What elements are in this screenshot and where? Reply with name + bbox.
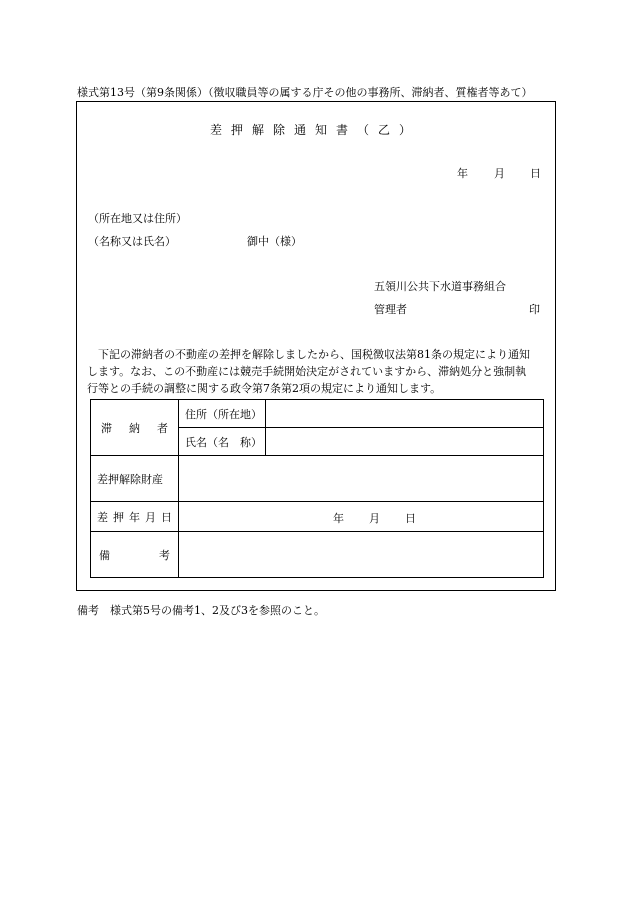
- remarks-label-char: 考: [159, 548, 170, 562]
- date-day: 日: [530, 167, 541, 180]
- issuer-seal: 印: [529, 303, 540, 316]
- date-year: 年: [457, 167, 468, 180]
- form-heading: 様式第13号（第9条関係）（徴収職員等の属する庁その他の事務所、滞納者、質権者等あて）: [77, 86, 533, 99]
- seizure-date-year: 年: [333, 512, 344, 525]
- seizure-date-label-char: 日: [161, 510, 172, 524]
- remarks-label-char: 備: [99, 548, 110, 562]
- notice-body: [87, 346, 545, 397]
- seizure-date-day: 日: [405, 512, 416, 525]
- notice-table: [90, 399, 544, 578]
- table-row: [91, 502, 544, 532]
- issuer-organization: 五領川公共下水道事務組合: [374, 280, 506, 293]
- document-title: 差押解除通知書（乙）: [209, 123, 420, 137]
- address-value-cell[interactable]: [266, 400, 544, 428]
- seizure-date-label-cell: [91, 502, 179, 532]
- table-row: [91, 532, 544, 578]
- delinquent-label-char: 者: [157, 421, 168, 435]
- delinquent-label-cell: [91, 400, 179, 456]
- delinquent-label-char: 滞: [101, 421, 112, 435]
- footnote: 備考 様式第5号の備考1、2及び3を参照のこと。: [77, 604, 325, 617]
- notice-body-line: 下記の滞納者の不動産の差押を解除しましたから、国税徴収法第81条の規定により通知: [98, 348, 530, 361]
- remarks-value-cell[interactable]: [179, 532, 544, 578]
- seizure-date-value-cell[interactable]: [179, 502, 544, 532]
- seizure-date-month: 月: [369, 512, 380, 525]
- seizure-date-label-char: 月: [145, 510, 156, 524]
- seizure-date-label-char: 年: [129, 510, 140, 524]
- recipient-honorific: 御中（様）: [247, 235, 302, 248]
- name-label-cell: 氏名（名 称）: [179, 428, 266, 456]
- released-property-label-cell: 差押解除財産: [91, 456, 179, 502]
- issuer-title: 管理者: [374, 303, 407, 316]
- date-month: 月: [494, 167, 505, 180]
- recipient-name-label: （名称又は氏名）: [88, 235, 176, 248]
- seizure-date-label-char: 押: [113, 510, 124, 524]
- address-label-cell: 住所（所在地）: [179, 400, 266, 428]
- recipient-address-label: （所在地又は住所）: [88, 212, 187, 225]
- delinquent-label-char: 納: [129, 421, 140, 435]
- table-row: [91, 456, 544, 502]
- remarks-label-cell: [91, 532, 179, 578]
- name-value-cell[interactable]: [266, 428, 544, 456]
- notice-body-line: 行等との手続の調整に関する政令第7条第2項の規定により通知します。: [87, 382, 442, 395]
- released-property-value-cell[interactable]: [179, 456, 544, 502]
- seizure-date-label-char: 差: [97, 510, 108, 524]
- table-row: [91, 400, 544, 428]
- notice-body-line: します。なお、この不動産には競売手続開始決定がされていますから、滞納処分と強制執: [87, 365, 527, 378]
